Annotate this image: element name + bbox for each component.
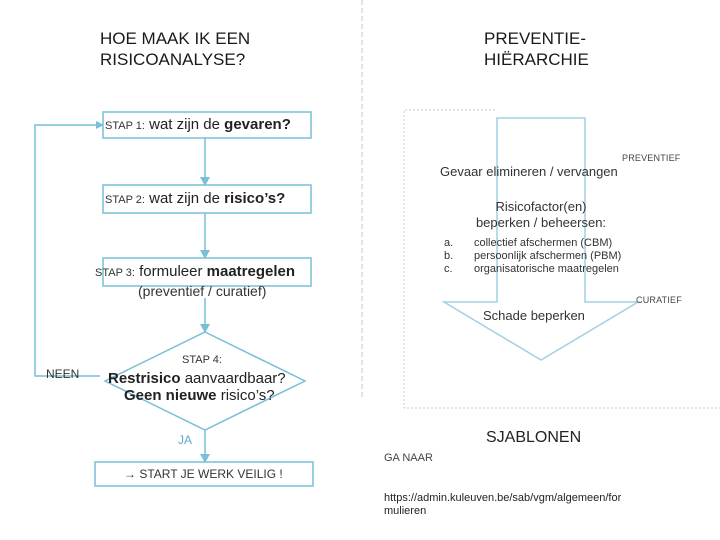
left-title-line2: RISICOANALYSE? xyxy=(100,50,246,69)
step2-keyword: risico’s? xyxy=(224,190,286,207)
ga-naar-label: GA NAAR xyxy=(384,452,433,464)
risk-factors-title xyxy=(466,199,616,231)
step1-keyword: gevaren? xyxy=(224,116,291,133)
left-title-line1: HOE MAAK IK EEN xyxy=(100,29,251,48)
right-title-line2: HIËRARCHIE xyxy=(484,50,589,69)
templates-link[interactable] xyxy=(384,492,684,518)
curatief-tag: CURATIEF xyxy=(636,295,682,305)
step2-text xyxy=(105,190,285,207)
eliminate-text: Gevaar elimineren / vervangen xyxy=(440,164,618,179)
step1-text xyxy=(105,116,291,133)
preventief-tag: PREVENTIEF xyxy=(622,153,681,163)
right-title-line1: PREVENTIE- xyxy=(484,29,587,48)
measure-list xyxy=(444,237,621,276)
step4-line2 xyxy=(124,387,275,404)
measure-marker: c. xyxy=(444,263,453,275)
step2-question: wat zijn de xyxy=(149,190,225,207)
step4-line1-text: aanvaardbaar? xyxy=(180,370,286,387)
step4-line2-keyword: Geen nieuwe xyxy=(124,387,217,404)
measure-marker: a. xyxy=(444,237,454,249)
step4-line1-keyword: Restrisico xyxy=(108,370,181,387)
no-label: NEEN xyxy=(46,367,80,381)
step3-subtext: (preventief / curatief) xyxy=(138,283,267,299)
step4-label: STAP 4: xyxy=(182,354,222,366)
risk-factors-line2: beperken / beheersen: xyxy=(475,215,607,230)
step3-label: STAP 3: xyxy=(95,267,135,279)
damage-text: Schade beperken xyxy=(483,308,585,323)
final-box-text: → START JE WERK VEILIG ! xyxy=(124,467,283,481)
left-title xyxy=(100,28,250,70)
yes-label: JA xyxy=(178,433,193,447)
measure-item xyxy=(444,250,621,263)
risk-factors-line1: Risicofactor(en) xyxy=(495,199,587,214)
step1-label: STAP 1: xyxy=(105,120,145,132)
step3-keyword: maatregelen xyxy=(206,263,296,280)
measure-marker: b. xyxy=(444,250,454,262)
step4-line1 xyxy=(108,370,286,387)
loop-back-line xyxy=(35,125,103,376)
step4-line2-text: risico’s? xyxy=(216,387,275,404)
step2-label: STAP 2: xyxy=(105,194,145,206)
step3-text xyxy=(95,263,295,280)
templates-link-line2[interactable]: mulieren xyxy=(384,505,427,517)
measure-item xyxy=(444,263,621,276)
arrowhead-3-4 xyxy=(200,324,210,333)
sjablonen-heading: SJABLONEN xyxy=(486,429,582,446)
step1-question: wat zijn de xyxy=(149,116,225,133)
templates-link-line1[interactable]: https://admin.kuleuven.be/sab/vgm/algemeen/for xyxy=(384,492,622,504)
measure-text: persoonlijk afschermen (PBM) xyxy=(474,250,622,262)
step3-instruction: formuleer xyxy=(139,263,207,280)
measure-text: organisatorische maatregelen xyxy=(474,263,619,275)
measure-item xyxy=(444,237,621,250)
right-title xyxy=(484,28,589,70)
measure-text: collectief afschermen (CBM) xyxy=(474,237,613,249)
